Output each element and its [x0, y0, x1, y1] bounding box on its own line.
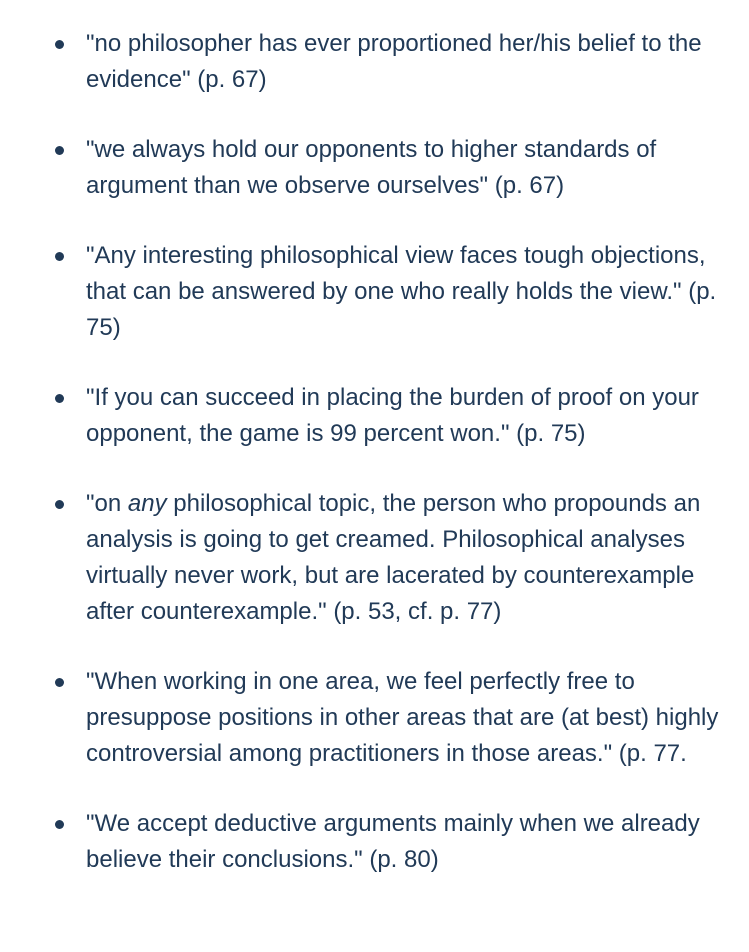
- bullet-icon: [55, 40, 64, 49]
- bullet-icon: [55, 146, 64, 155]
- list-item: [0, 238, 749, 346]
- quote-text: "no philosopher has ever proportioned her/his belief to the evidence" (p. 67): [86, 30, 702, 93]
- quote-text-after: philosophical topic, the person who propounds an analysis is going to get creamed. Philosophical analyses virtually never work, but are lacerated by counterexample after counterexample." (p. 53, cf. p. 77): [86, 490, 701, 625]
- quote-text: "When working in one area, we feel perfectly free to presuppose positions in other areas that are (at best) highly controversial among practitioners in those areas." (p. 77.: [86, 668, 719, 767]
- list-item: [0, 664, 749, 772]
- list-item: [0, 806, 749, 878]
- bullet-icon: [55, 252, 64, 261]
- bullet-icon: [55, 394, 64, 403]
- list-item: [0, 132, 749, 204]
- quote-text-before: "on: [86, 490, 128, 517]
- quote-text: "If you can succeed in placing the burden of proof on your opponent, the game is 99 percent won." (p. 75): [86, 384, 699, 447]
- quote-text: "we always hold our opponents to higher standards of argument than we observe ourselves" (p. 67): [86, 136, 657, 199]
- list-item: [0, 380, 749, 452]
- bullet-icon: [55, 820, 64, 829]
- quote-text-emphasis: any: [127, 490, 167, 517]
- list-item: [0, 26, 749, 98]
- list-item: [0, 486, 749, 630]
- quote-list: [0, 26, 749, 912]
- quote-text: "We accept deductive arguments mainly when we already believe their conclusions." (p. 80): [86, 810, 700, 873]
- quote-text: "Any interesting philosophical view faces tough objections, that can be answered by one who really holds the view." (p. 75): [86, 242, 717, 341]
- bullet-icon: [55, 500, 64, 509]
- quote-text: [86, 490, 700, 625]
- bullet-icon: [55, 678, 64, 687]
